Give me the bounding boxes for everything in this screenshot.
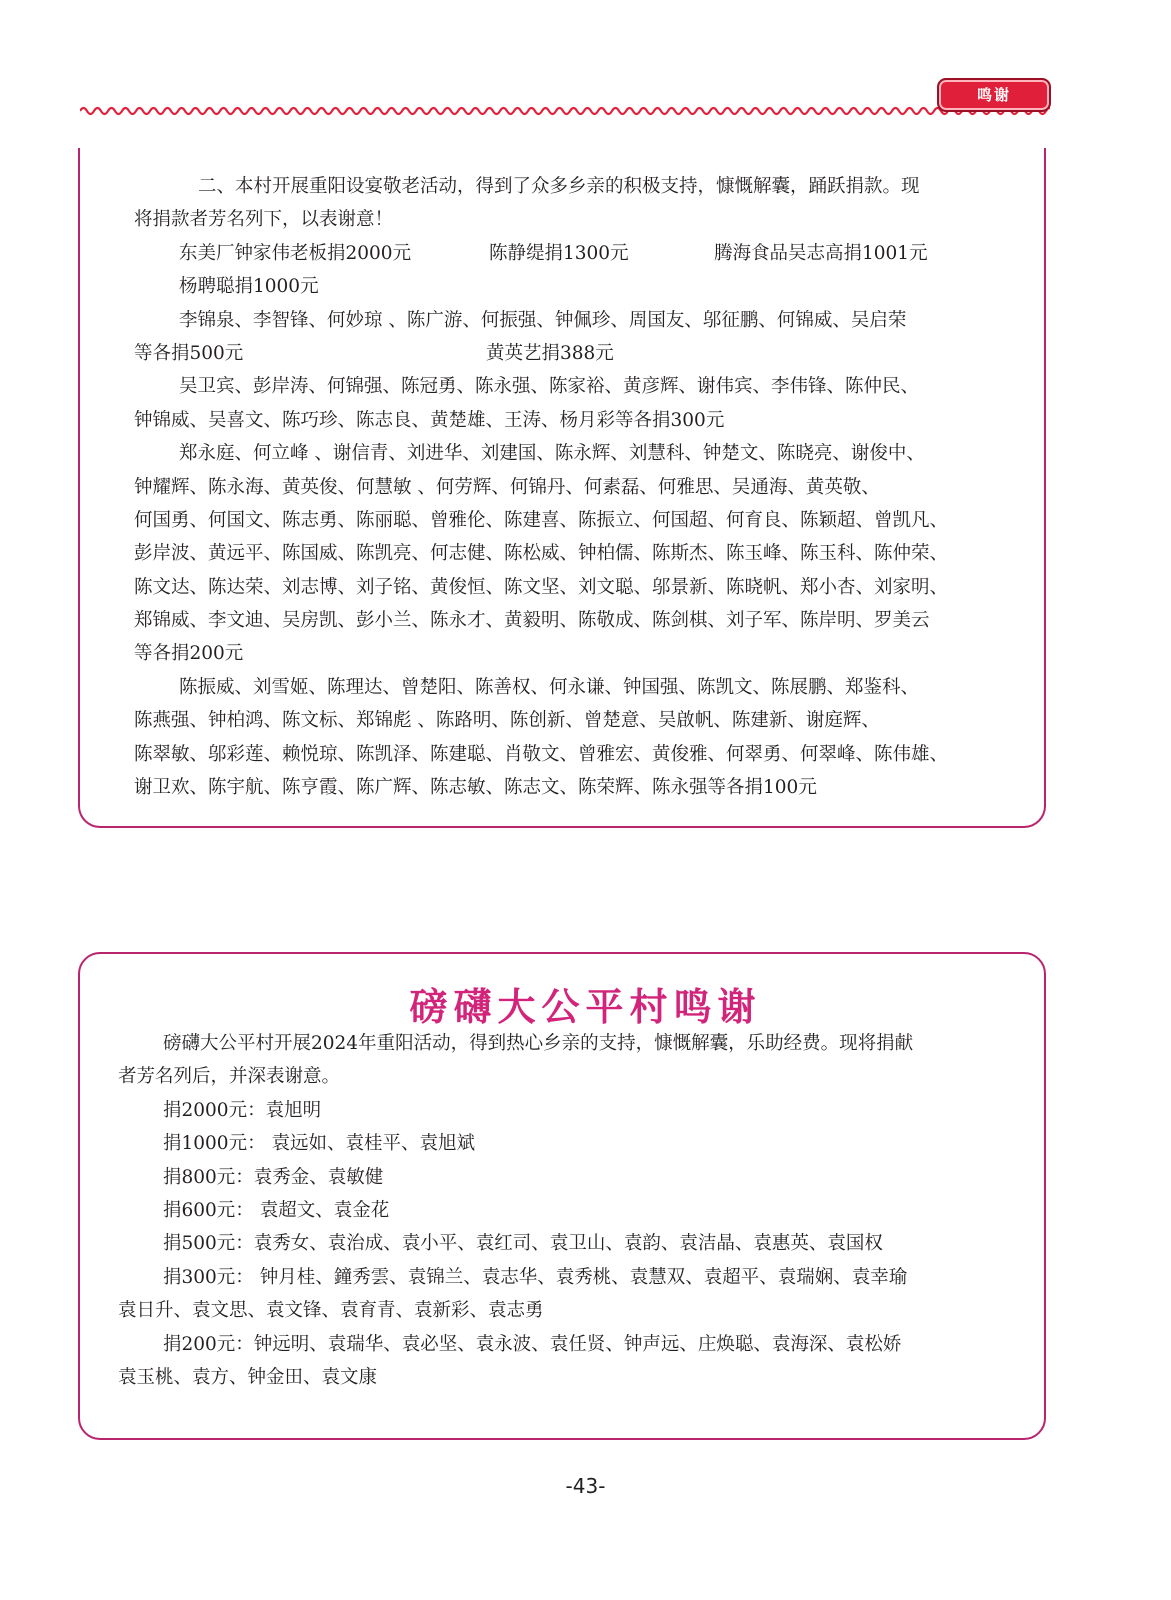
intro-line: 者芳名列后，并深表谢意。: [118, 1066, 341, 1088]
donation-tier-300: 捐300元： 钟月桂、鐘秀雲、袁锦兰、袁志华、袁秀桃、袁慧双、袁超平、袁瑞娴、袁幸瑜: [163, 1266, 908, 1288]
donor-list-500: 李锦泉、李智锋、何妙琼 、陈广游、何振强、钟佩珍、周国友、邬征鹏、何锦威、吴启荣: [179, 309, 907, 331]
donor-list-200: 郑锦威、李文迪、吴房凯、彭小兰、陈永才、黄毅明、陈敬成、陈剑棋、刘子军、陈岸明、罗美云: [134, 610, 930, 632]
page-number: -43-: [565, 1474, 606, 1498]
donor-list-200: 何国勇、何国文、陈志勇、陈丽聪、曾雅伦、陈建喜、陈振立、何国超、何育良、陈颖超、曾凯凡、: [134, 509, 949, 531]
donation-tier-200: 袁玉桃、袁方、钟金田、袁文康: [118, 1366, 378, 1388]
intro-line: 将捐款者芳名列下，以表谢意！: [134, 209, 394, 231]
donation-tier-2000: 捐2000元：袁旭明: [163, 1099, 322, 1121]
donor-list-200: 等各捐200元: [134, 643, 244, 665]
donor-list-100: 陈振威、刘雪姬、陈理达、曾楚阳、陈善权、何永谦、钟国强、陈凯文、陈展鹏、郑鉴科、: [179, 676, 920, 698]
notice-1-text: [134, 170, 948, 804]
donor-list-300: 吴卫宾、彭岸涛、何锦强、陈冠勇、陈永强、陈家裕、黄彦辉、谢伟宾、李伟锋、陈仲民、: [179, 376, 920, 398]
donor-list-200: 郑永庭、何立峰 、谢信青、刘进华、刘建国、陈永辉、刘慧科、钟楚文、陈晓亮、谢俊中、: [179, 443, 925, 465]
donor-entry: 东美厂钟家伟老板捐2000元: [179, 242, 412, 264]
intro-line: 二、本村开展重阳设宴敬老活动，得到了众多乡亲的积极支持，慷慨解囊，踊跃捐款。现: [198, 176, 920, 197]
donor-list-200: 陈文达、陈达荣、刘志博、刘子铭、黄俊恒、陈文坚、刘文聪、邬景新、陈晓帆、郑小杏、刘家明、: [134, 576, 949, 598]
donor-list-100: 谢卫欢、陈宇航、陈亨霞、陈广辉、陈志敏、陈志文、陈荣辉、陈永强等各捐100元: [134, 777, 817, 799]
donor-entry: 等各捐500元: [134, 342, 244, 364]
intro-line: 磅礴大公平村开展2024年重阳活动，得到热心乡亲的支持，慷慨解囊，乐助经费。现将捐献: [163, 1033, 914, 1054]
donor-row: [134, 337, 948, 370]
header-wave-decoration: [80, 100, 1050, 122]
donation-tier-500: 捐500元：袁秀女、袁治成、袁小平、袁红司、袁卫山、袁韵、袁洁晶、袁惠英、袁国权: [163, 1233, 883, 1255]
donor-list-200: 彭岸波、黄远平、陈国威、陈凯亮、何志健、陈松威、钟柏儒、陈斯杰、陈玉峰、陈玉科、陈仲荣、: [134, 543, 949, 565]
donor-entry: 腾海食品吴志高捐1001元: [714, 242, 928, 264]
donation-tier-1000: 捐1000元： 袁远如、袁桂平、袁旭斌: [163, 1133, 475, 1155]
donor-list-200: 钟耀辉、陈永海、黄英俊、何慧敏 、何劳辉、何锦丹、何素磊、何雅思、吴通海、黄英敬、: [134, 476, 880, 498]
donor-entry: 陈静缇捐1300元: [489, 242, 629, 264]
donor-entry: 黄英艺捐388元: [486, 342, 614, 364]
notice-2-title: 磅礴大公平村鸣谢: [409, 985, 762, 1029]
donation-tier-600: 捐600元： 袁超文、袁金花: [163, 1199, 390, 1221]
donation-tier-800: 捐800元：袁秀金、袁敏健: [163, 1166, 384, 1188]
donation-tier-300: 袁日升、袁文思、袁文锋、袁育青、袁新彩、袁志勇: [118, 1300, 544, 1322]
donation-tier-200: 捐200元：钟远明、袁瑞华、袁必坚、袁永波、袁任贤、钟声远、庄焕聪、袁海深、袁松娇: [163, 1333, 902, 1355]
donor-list-300: 钟锦威、吴喜文、陈巧珍、陈志良、黄楚雄、王涛、杨月彩等各捐300元: [134, 409, 725, 431]
section-badge: 鸣谢: [937, 78, 1051, 112]
donor-list-100: 陈燕强、钟柏鸿、陈文标、郑锦彪 、陈路明、陈创新、曾楚意、吴啟帆、陈建新、谢庭辉、: [134, 710, 880, 732]
notice-2-text: [118, 1027, 913, 1394]
donor-row: 杨聘聪捐1000元: [179, 276, 319, 298]
donor-row: [134, 237, 948, 270]
donor-list-100: 陈翠敏、邬彩莲、赖悦琼、陈凯泽、陈建聪、肖敬文、曾雅宏、黄俊雅、何翠勇、何翠峰、陈伟雄、: [134, 743, 949, 765]
